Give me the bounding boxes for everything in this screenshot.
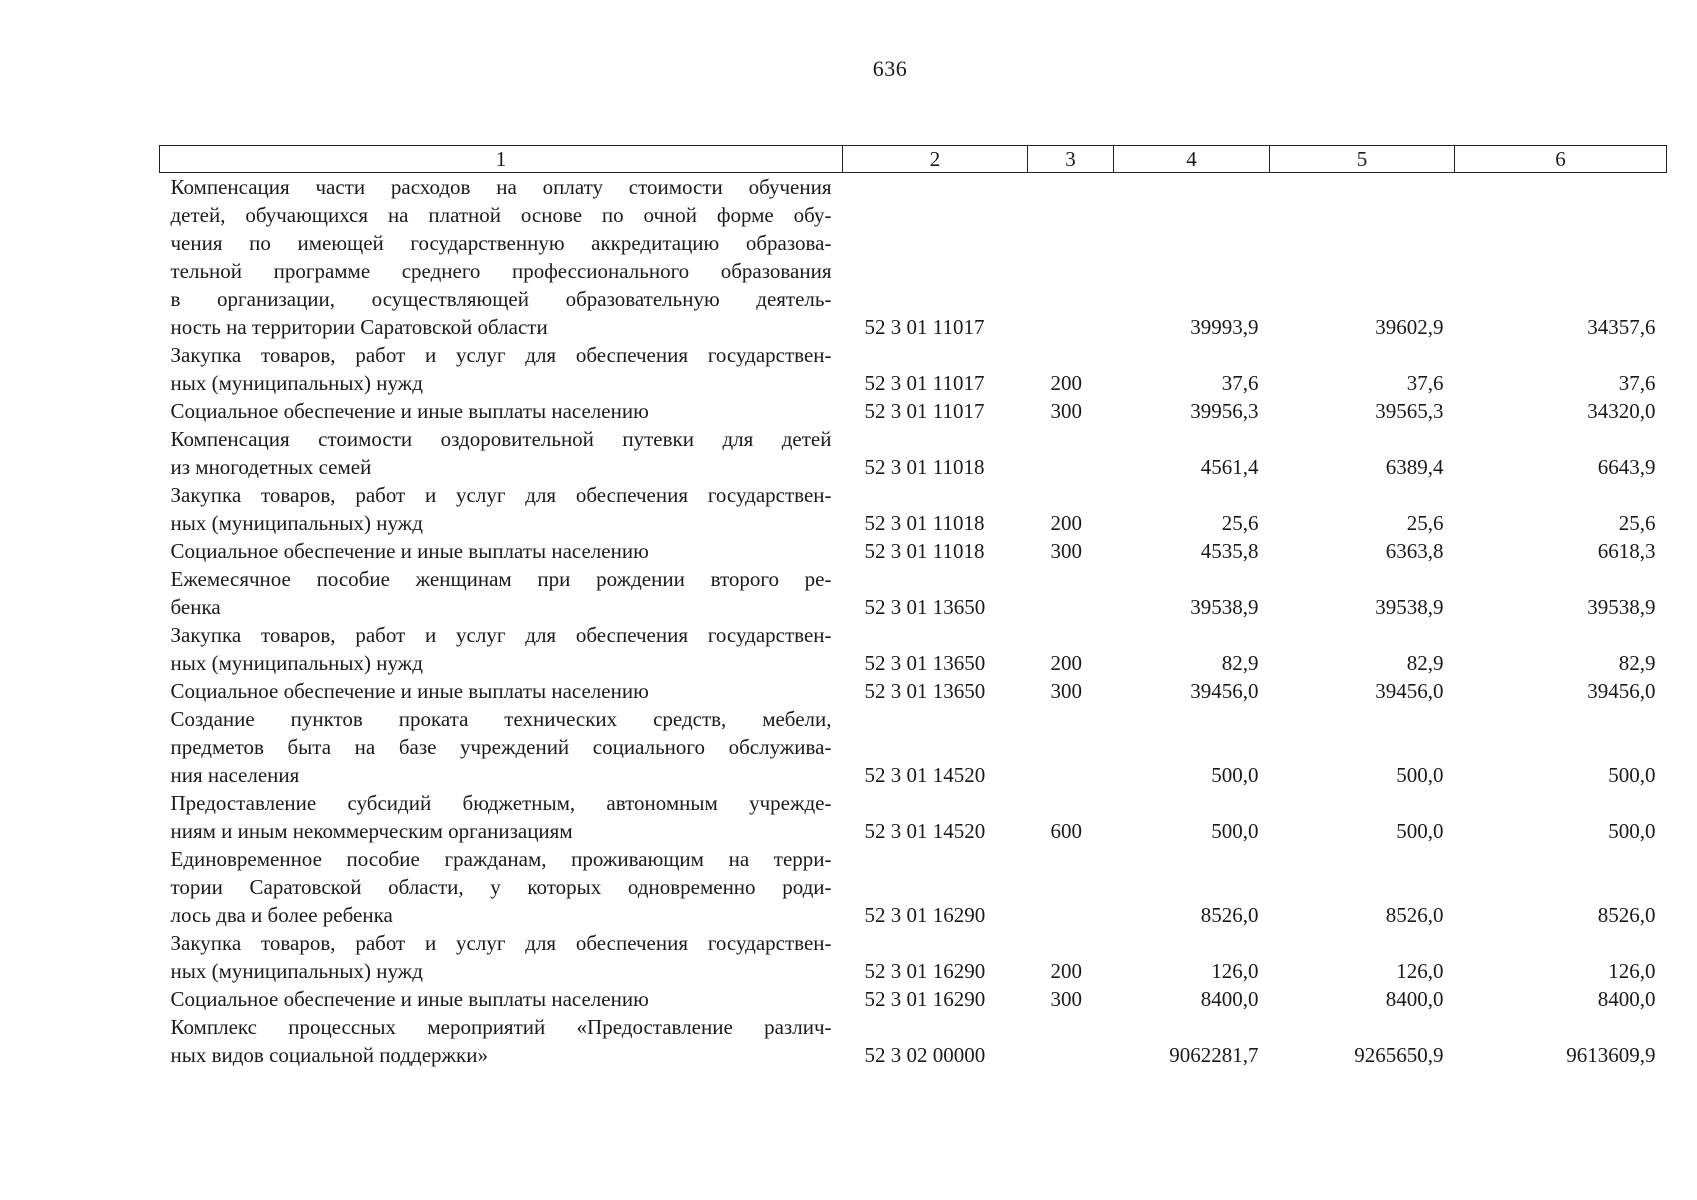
row-name-line: Комплекс процессных мероприятий «Предоставление различ- — [170, 1015, 832, 1039]
row-value-col5: 500,0 — [1396, 819, 1444, 843]
row-value-col4: 500,0 — [1211, 819, 1259, 843]
table-row — [160, 845, 1667, 929]
row-value-col6: 500,0 — [1608, 819, 1656, 843]
row-name-line: ных видов социальной поддержки» — [170, 1043, 488, 1067]
row-name-line: ных (муниципальных) нужд — [170, 371, 423, 395]
row-value-col5: 37,6 — [1406, 371, 1444, 395]
row-value-col5: 39456,0 — [1375, 679, 1444, 703]
row-name-line: из многодетных семей — [170, 455, 372, 479]
row-name-line: Закупка товаров, работ и услуг для обеспечения государствен- — [170, 623, 832, 647]
row-name-line: Социальное обеспечение и иные выплаты населению — [170, 539, 649, 563]
row-type-cell: 300 — [1050, 987, 1082, 1011]
row-code-cell: 52 3 01 14520 — [864, 763, 986, 787]
row-name-cell — [160, 481, 843, 537]
table-row — [160, 929, 1667, 985]
column-header-5: 5 — [1270, 146, 1455, 173]
table-row — [160, 565, 1667, 621]
row-name-line: Закупка товаров, работ и услуг для обеспечения государствен- — [170, 343, 832, 367]
row-value-col6: 34320,0 — [1587, 399, 1656, 423]
row-value-col6: 9613609,9 — [1566, 1043, 1656, 1067]
table-row — [160, 985, 1667, 1013]
table-row — [160, 481, 1667, 537]
row-name-line: детей, обучающихся на платной основе по очной форме обу- — [170, 203, 832, 227]
table-row — [160, 341, 1667, 397]
row-name-cell — [160, 845, 843, 929]
row-name-line: ния населения — [170, 763, 300, 787]
row-code-cell: 52 3 01 11017 — [864, 371, 985, 395]
row-value-col4: 500,0 — [1211, 763, 1259, 787]
row-name-cell — [160, 677, 843, 705]
row-name-line: тельной программе среднего профессионального образования — [170, 259, 832, 283]
row-value-col4: 126,0 — [1211, 959, 1259, 983]
row-name-line: Предоставление субсидий бюджетным, автономным учрежде- — [170, 791, 832, 815]
row-name-line: ных (муниципальных) нужд — [170, 511, 423, 535]
row-name-cell — [160, 173, 843, 342]
row-name-line: Создание пунктов проката технических средств, мебели, — [170, 707, 832, 731]
row-name-cell — [160, 789, 843, 845]
table-row — [160, 425, 1667, 481]
row-code-cell: 52 3 02 00000 — [864, 1043, 986, 1067]
row-value-col5: 39565,3 — [1375, 399, 1444, 423]
row-name-cell — [160, 565, 843, 621]
row-type-cell: 300 — [1050, 399, 1082, 423]
row-type-cell — [1028, 425, 1114, 481]
row-code-cell: 52 3 01 16290 — [864, 987, 986, 1011]
row-value-col6: 500,0 — [1608, 763, 1656, 787]
table-row — [160, 537, 1667, 565]
row-type-cell: 200 — [1050, 651, 1082, 675]
row-name-line: бенка — [170, 595, 221, 619]
table-row — [160, 677, 1667, 705]
row-value-col5: 25,6 — [1406, 511, 1444, 535]
row-name-line: в организации, осуществляющей образовательную деятель- — [170, 287, 832, 311]
table-row — [160, 1013, 1667, 1069]
row-code-cell: 52 3 01 11018 — [864, 539, 985, 563]
row-type-cell — [1028, 565, 1114, 621]
row-name-line: Закупка товаров, работ и услуг для обеспечения государствен- — [170, 483, 832, 507]
row-value-col6: 37,6 — [1618, 371, 1656, 395]
row-type-cell — [1028, 173, 1114, 342]
row-value-col6: 25,6 — [1618, 511, 1656, 535]
row-value-col5: 500,0 — [1396, 763, 1444, 787]
row-value-col4: 39538,9 — [1190, 595, 1259, 619]
row-code-cell: 52 3 01 13650 — [864, 651, 986, 675]
page-number: 636 — [872, 56, 908, 81]
row-name-line: лось два и более ребенка — [170, 903, 393, 927]
table-header — [160, 146, 1667, 173]
row-code-cell: 52 3 01 11018 — [864, 511, 985, 535]
column-header-4: 4 — [1114, 146, 1270, 173]
row-value-col4: 82,9 — [1221, 651, 1259, 675]
row-value-col6: 126,0 — [1608, 959, 1656, 983]
row-name-cell — [160, 397, 843, 425]
row-code-cell: 52 3 01 16290 — [864, 903, 986, 927]
row-name-line: Социальное обеспечение и иные выплаты населению — [170, 987, 649, 1011]
row-name-cell — [160, 985, 843, 1013]
table-row — [160, 789, 1667, 845]
row-name-cell — [160, 425, 843, 481]
row-value-col4: 8400,0 — [1200, 987, 1259, 1011]
row-name-line: ных (муниципальных) нужд — [170, 959, 423, 983]
header-row — [160, 146, 1667, 173]
row-name-line: Компенсация стоимости оздоровительной путевки для детей — [170, 427, 832, 451]
row-name-line: Социальное обеспечение и иные выплаты населению — [170, 679, 649, 703]
row-name-line: Компенсация части расходов на оплату стоимости обучения — [170, 175, 832, 199]
row-type-cell: 200 — [1050, 959, 1082, 983]
column-header-2: 2 — [843, 146, 1028, 173]
row-name-cell — [160, 537, 843, 565]
row-name-cell — [160, 1013, 843, 1069]
row-value-col6: 39456,0 — [1587, 679, 1656, 703]
table-row — [160, 173, 1667, 342]
row-type-cell: 200 — [1050, 371, 1082, 395]
row-type-cell: 300 — [1050, 679, 1082, 703]
row-value-col5: 8400,0 — [1385, 987, 1444, 1011]
row-value-col6: 34357,6 — [1587, 315, 1656, 339]
column-header-6: 6 — [1455, 146, 1667, 173]
row-value-col5: 82,9 — [1406, 651, 1444, 675]
row-type-cell: 600 — [1050, 819, 1082, 843]
table-row — [160, 397, 1667, 425]
row-name-cell — [160, 929, 843, 985]
row-name-line: ниям и иным некоммерческим организациям — [170, 819, 573, 843]
row-value-col6: 82,9 — [1618, 651, 1656, 675]
row-value-col6: 39538,9 — [1587, 595, 1656, 619]
row-code-cell: 52 3 01 11018 — [864, 455, 985, 479]
row-code-cell: 52 3 01 11017 — [864, 399, 985, 423]
row-type-cell — [1028, 705, 1114, 789]
row-code-cell: 52 3 01 11017 — [864, 315, 985, 339]
row-code-cell: 52 3 01 13650 — [864, 679, 986, 703]
row-value-col6: 6618,3 — [1597, 539, 1656, 563]
row-code-cell: 52 3 01 13650 — [864, 595, 986, 619]
row-name-cell — [160, 705, 843, 789]
row-value-col4: 39993,9 — [1190, 315, 1259, 339]
column-header-1: 1 — [160, 146, 843, 173]
row-value-col4: 39456,0 — [1190, 679, 1259, 703]
row-name-line: Закупка товаров, работ и услуг для обеспечения государствен- — [170, 931, 832, 955]
row-value-col5: 8526,0 — [1385, 903, 1444, 927]
row-code-cell: 52 3 01 16290 — [864, 959, 986, 983]
row-value-col5: 9265650,9 — [1354, 1043, 1444, 1067]
row-value-col5: 39538,9 — [1375, 595, 1444, 619]
table-row — [160, 621, 1667, 677]
row-value-col6: 8526,0 — [1597, 903, 1656, 927]
row-name-line: ность на территории Саратовской области — [170, 315, 548, 339]
row-type-cell — [1028, 845, 1114, 929]
row-type-cell — [1028, 1013, 1114, 1069]
row-value-col4: 4561,4 — [1200, 455, 1259, 479]
row-name-line: тории Саратовской области, у которых одновременно роди- — [170, 875, 832, 899]
row-name-line: предметов быта на базе учреждений социального обслужива- — [170, 735, 832, 759]
row-value-col6: 6643,9 — [1597, 455, 1656, 479]
row-type-cell: 200 — [1050, 511, 1082, 535]
column-header-3: 3 — [1028, 146, 1114, 173]
table-row — [160, 705, 1667, 789]
row-value-col5: 6389,4 — [1385, 455, 1444, 479]
row-name-cell — [160, 621, 843, 677]
row-code-cell: 52 3 01 14520 — [864, 819, 986, 843]
row-value-col4: 39956,3 — [1190, 399, 1259, 423]
row-value-col5: 126,0 — [1396, 959, 1444, 983]
row-name-line: Ежемесячное пособие женщинам при рождении второго ре- — [170, 567, 832, 591]
row-value-col4: 37,6 — [1221, 371, 1259, 395]
row-name-cell — [160, 341, 843, 397]
row-value-col5: 39602,9 — [1375, 315, 1444, 339]
row-value-col6: 8400,0 — [1597, 987, 1656, 1011]
row-value-col4: 9062281,7 — [1169, 1043, 1259, 1067]
row-type-cell: 300 — [1050, 539, 1082, 563]
row-value-col5: 6363,8 — [1385, 539, 1444, 563]
row-value-col4: 8526,0 — [1200, 903, 1259, 927]
row-name-line: Социальное обеспечение и иные выплаты населению — [170, 399, 649, 423]
budget-table — [159, 145, 1667, 1069]
row-value-col4: 4535,8 — [1200, 539, 1259, 563]
table-body — [160, 173, 1667, 1070]
row-name-line: ных (муниципальных) нужд — [170, 651, 423, 675]
row-name-line: чения по имеющей государственную аккредитацию образова- — [170, 231, 832, 255]
row-value-col4: 25,6 — [1221, 511, 1259, 535]
row-name-line: Единовременное пособие гражданам, проживающим на терри- — [170, 847, 832, 871]
